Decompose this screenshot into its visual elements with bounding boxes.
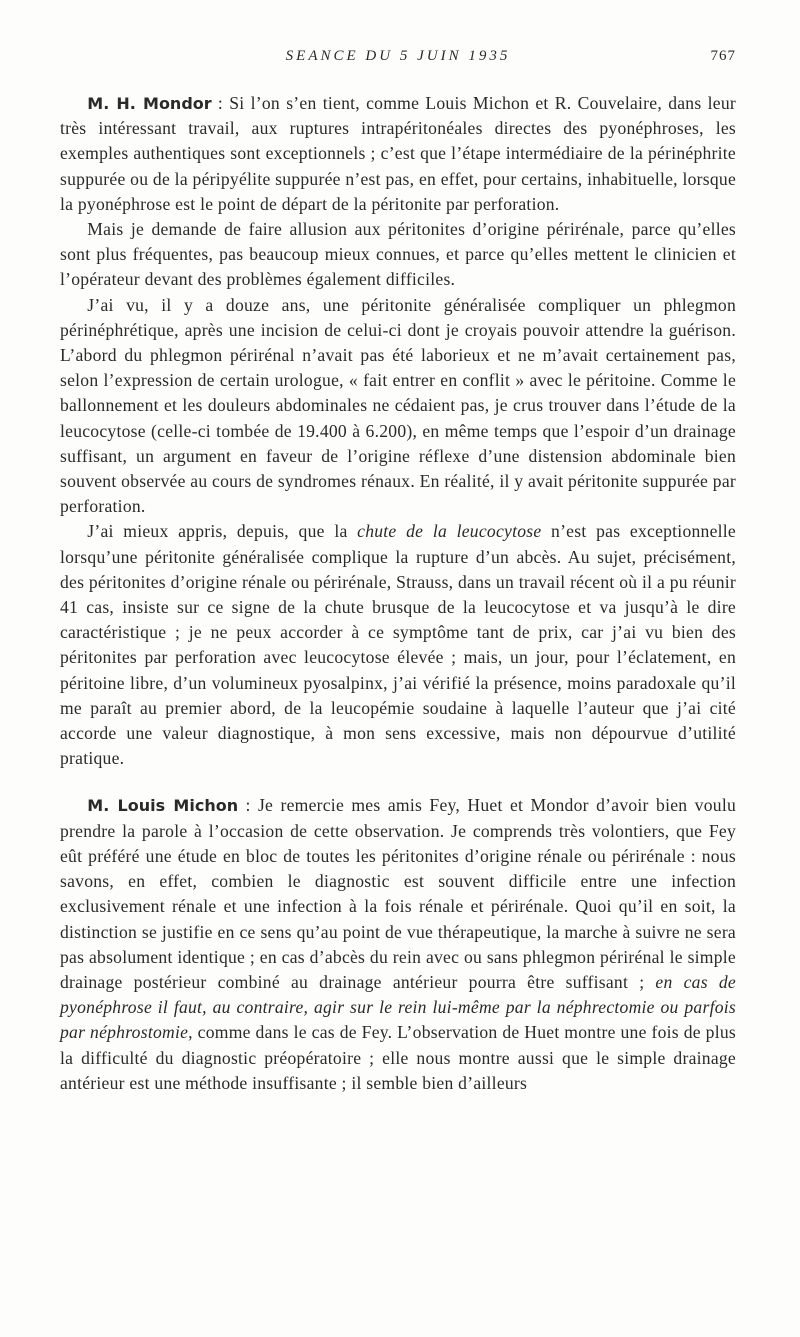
page-header: [60, 48, 736, 78]
paragraph-text: : Je remercie mes amis Fey, Huet et Mondor d’avoir bien voulu prendre la parole à l’occasion de cette observation. Je comprends très volontiers, que Fey eût préféré une étude en bloc de toutes les péritonites d’origine rénale ou périrénale : nous savons, en effet, combien le diagnostic est souvent difficile entre une infection exclusivement rénale et une infection à la fois rénale et périrénale. Quoi qu’il en soit, la distinction se justifie en ce sens qu’au point de vue thérapeutique, la marche à suivre ne sera pas absolument identique ; en cas d’abcès du rein avec ou sans phlegmon périrénal le simple drainage postérieur combiné au drainage antérieur pourra être suffisant ;: [60, 795, 737, 992]
paragraph-leucocytose: [60, 519, 736, 771]
speaker-name: M. H. Mondor: [87, 94, 212, 113]
italic-text: chute de la leucocytose: [357, 521, 542, 542]
italic-text: en cas de pyonéphrose il faut, au contraire, agir sur le rein lui-même par la néphrectomie ou parfois par néphrostomie,: [60, 971, 736, 1043]
speaker-name: M. Louis Michon: [87, 796, 239, 816]
paragraph-michon: [60, 793, 736, 1095]
paragraph-text: : Si l’on s’en tient, comme Louis Michon et R. Couvelaire, dans leur très intéressant travail, aux ruptures intrapéritonéales directes des pyonéphroses, les exemples authentiques sont exceptionnels ; c’est que l’étape intermédiaire de la périnéphrite suppurée ou de la péripyélite suppurée n’est pas, en effet, pour certains, inhabituelle, lorsque la pyonéphrose est le point de départ de la péritonite par perforation.: [60, 93, 737, 214]
paragraph-text: n’est pas exceptionnelle lorsqu’une péritonite généralisée complique la rupture d’un abcès. Au sujet, précisément, des péritonites d’origine rénale ou périrénale, Strauss, dans un travail récent où il a pu réunir 41 cas, insiste sur ce signe de la chute brusque de la leucocytose et va jusqu’à le dire caractéristique ; je ne peux accorder à ce symptôme tant de prix, car j’ai vu bien des péritonites par perforation avec leucocytose élevée ; mais, un jour, pour l’éclatement, en péritoine libre, d’un volumineux pyosalpinx, j’ai vérifié la présence, moins paradoxale qu’il me paraît au premier abord, de la leucopémie soudaine à laquelle l’auteur que j’ai cité accorde une valeur diagnostique, à mon sens excessive, mais non dépourvue d’utilité pratique.: [60, 521, 736, 769]
body-text: [60, 91, 736, 1096]
paragraph-text: J’ai mieux appris, depuis, que la: [87, 521, 358, 542]
paragraph-text: Mais je demande de faire allusion aux péritonites d’origine périrénale, parce qu’elles sont plus fréquentes, pas beaucoup mieux connues, et parce qu’elles mettent le clinicien et l’opérateur devant des problèmes également difficiles.: [60, 219, 736, 290]
page-number: 767: [710, 48, 736, 64]
paragraph-mondor: [60, 91, 736, 217]
paragraph-periRenal: [60, 217, 736, 293]
paragraph-text: comme dans le cas de Fey. L’observation de Huet montre une fois de plus la difficulté du diagnostic préopératoire ; elle nous montre aussi que le simple drainage antérieur est une méthode insuffisante ; il semble bien d’ailleurs: [60, 1022, 736, 1093]
running-head: SEANCE DU 5 JUIN 1935: [285, 48, 511, 64]
paragraph-text: J’ai vu, il y a douze ans, une péritonite généralisée compliquer un phlegmon périnéphrétique, après une incision de celui-ci dont je croyais pouvoir attendre la guérison. L’abord du phlegmon périrénal n’avait pas été laborieux et ne m’avait certainement pas, selon l’expression de certain urologue, « fait entrer en conflit » avec le péritoine. Comme le ballonnement et les douleurs abdominales ne cédaient pas, je crus trouver dans l’étude de la leucocytose (celle-ci tombée de 19.400 à 6.200), en même temps que l’espoir d’un drainage suffisant, un argument en faveur de l’origine réflexe d’une distension abdominale bien souvent observée au cours de syndromes rénaux. En réalité, il y avait péritonite suppurée par perforation.: [60, 294, 736, 517]
paragraph-case: [60, 293, 736, 520]
